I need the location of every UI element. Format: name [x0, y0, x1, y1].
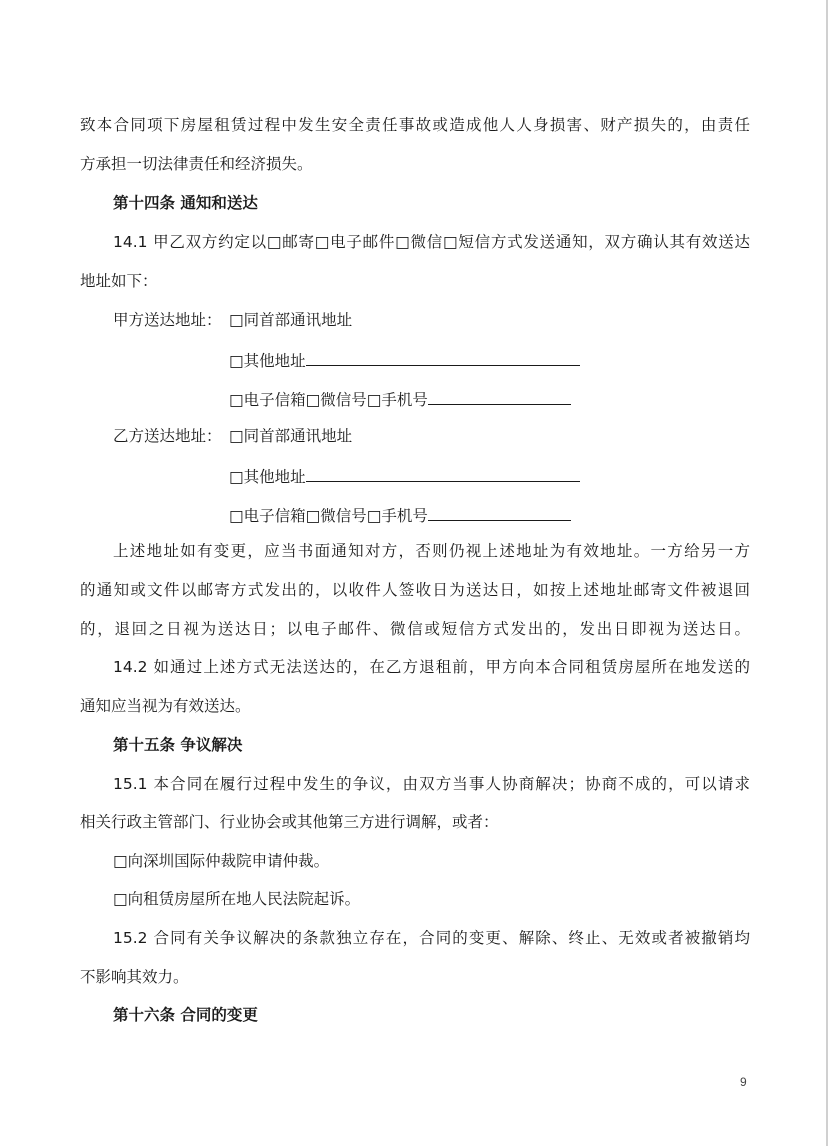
paragraph-line: 致本合同项下房屋租赁过程中发生安全责任事故或造成他人人身损害、财产损失的，由责任: [80, 116, 750, 134]
party-a-option-other-address: [229, 348, 580, 371]
fill-in-blank[interactable]: [306, 464, 580, 482]
option-label: □其他地址: [229, 468, 306, 486]
clause-14-1-line: 地址如下：: [80, 272, 158, 290]
clause-15-2-line: 15.2 合同有关争议解决的条款独立存在，合同的变更、解除、终止、无效或者被撤销均: [113, 929, 750, 947]
party-a-option-contact: [229, 387, 571, 410]
party-a-option-same-address: □同首部通讯地址: [229, 311, 353, 329]
clause-15-1-line: 15.1 本合同在履行过程中发生的争议，由双方当事人协商解决；协商不成的，可以请求: [113, 775, 750, 793]
option-label: □电子信箱□微信号□手机号: [229, 507, 428, 525]
clause-14-2-line: 通知应当视为有效送达。: [80, 697, 251, 715]
option-court: □向租赁房屋所在地人民法院起诉。: [113, 890, 361, 908]
paragraph-line: 方承担一切法律责任和经济损失。: [80, 155, 313, 173]
page-number: 9: [740, 1075, 747, 1089]
option-arbitration: □向深圳国际仲裁院申请仲裁。: [113, 852, 330, 870]
fill-in-blank[interactable]: [428, 387, 571, 405]
address-change-line: 上述地址如有变更，应当书面通知对方，否则仍视上述地址为有效地址。一方给另一方: [113, 542, 750, 560]
clause-14-2-line: 14.2 如通过上述方式无法送达的，在乙方退租前，甲方向本合同租赁房屋所在地发送的: [113, 658, 750, 676]
party-b-option-same-address: □同首部通讯地址: [229, 427, 353, 445]
option-label: □电子信箱□微信号□手机号: [229, 391, 428, 409]
address-change-line: 的通知或文件以邮寄方式发出的，以收件人签收日为送达日，如按上述地址邮寄文件被退回: [80, 581, 750, 599]
fill-in-blank[interactable]: [306, 348, 580, 366]
section-heading-14: 第十四条 通知和送达: [113, 194, 258, 212]
fill-in-blank[interactable]: [428, 503, 571, 521]
section-heading-15: 第十五条 争议解决: [113, 736, 243, 754]
party-b-option-contact: [229, 503, 571, 526]
party-b-address-label: 乙方送达地址：: [113, 427, 222, 445]
section-heading-16: 第十六条 合同的变更: [113, 1006, 258, 1024]
party-a-address-label: 甲方送达地址：: [113, 311, 222, 329]
party-b-option-other-address: [229, 464, 580, 487]
clause-15-2-line: 不影响其效力。: [80, 968, 189, 986]
address-change-line: 的，退回之日视为送达日；以电子邮件、微信或短信方式发出的，发出日即视为送达日。: [80, 620, 750, 638]
clause-14-1-line: 14.1 甲乙双方约定以□邮寄□电子邮件□微信□短信方式发送通知，双方确认其有效送达: [113, 233, 750, 251]
option-label: □其他地址: [229, 352, 306, 370]
clause-15-1-line: 相关行政主管部门、行业协会或其他第三方进行调解，或者：: [80, 813, 499, 831]
